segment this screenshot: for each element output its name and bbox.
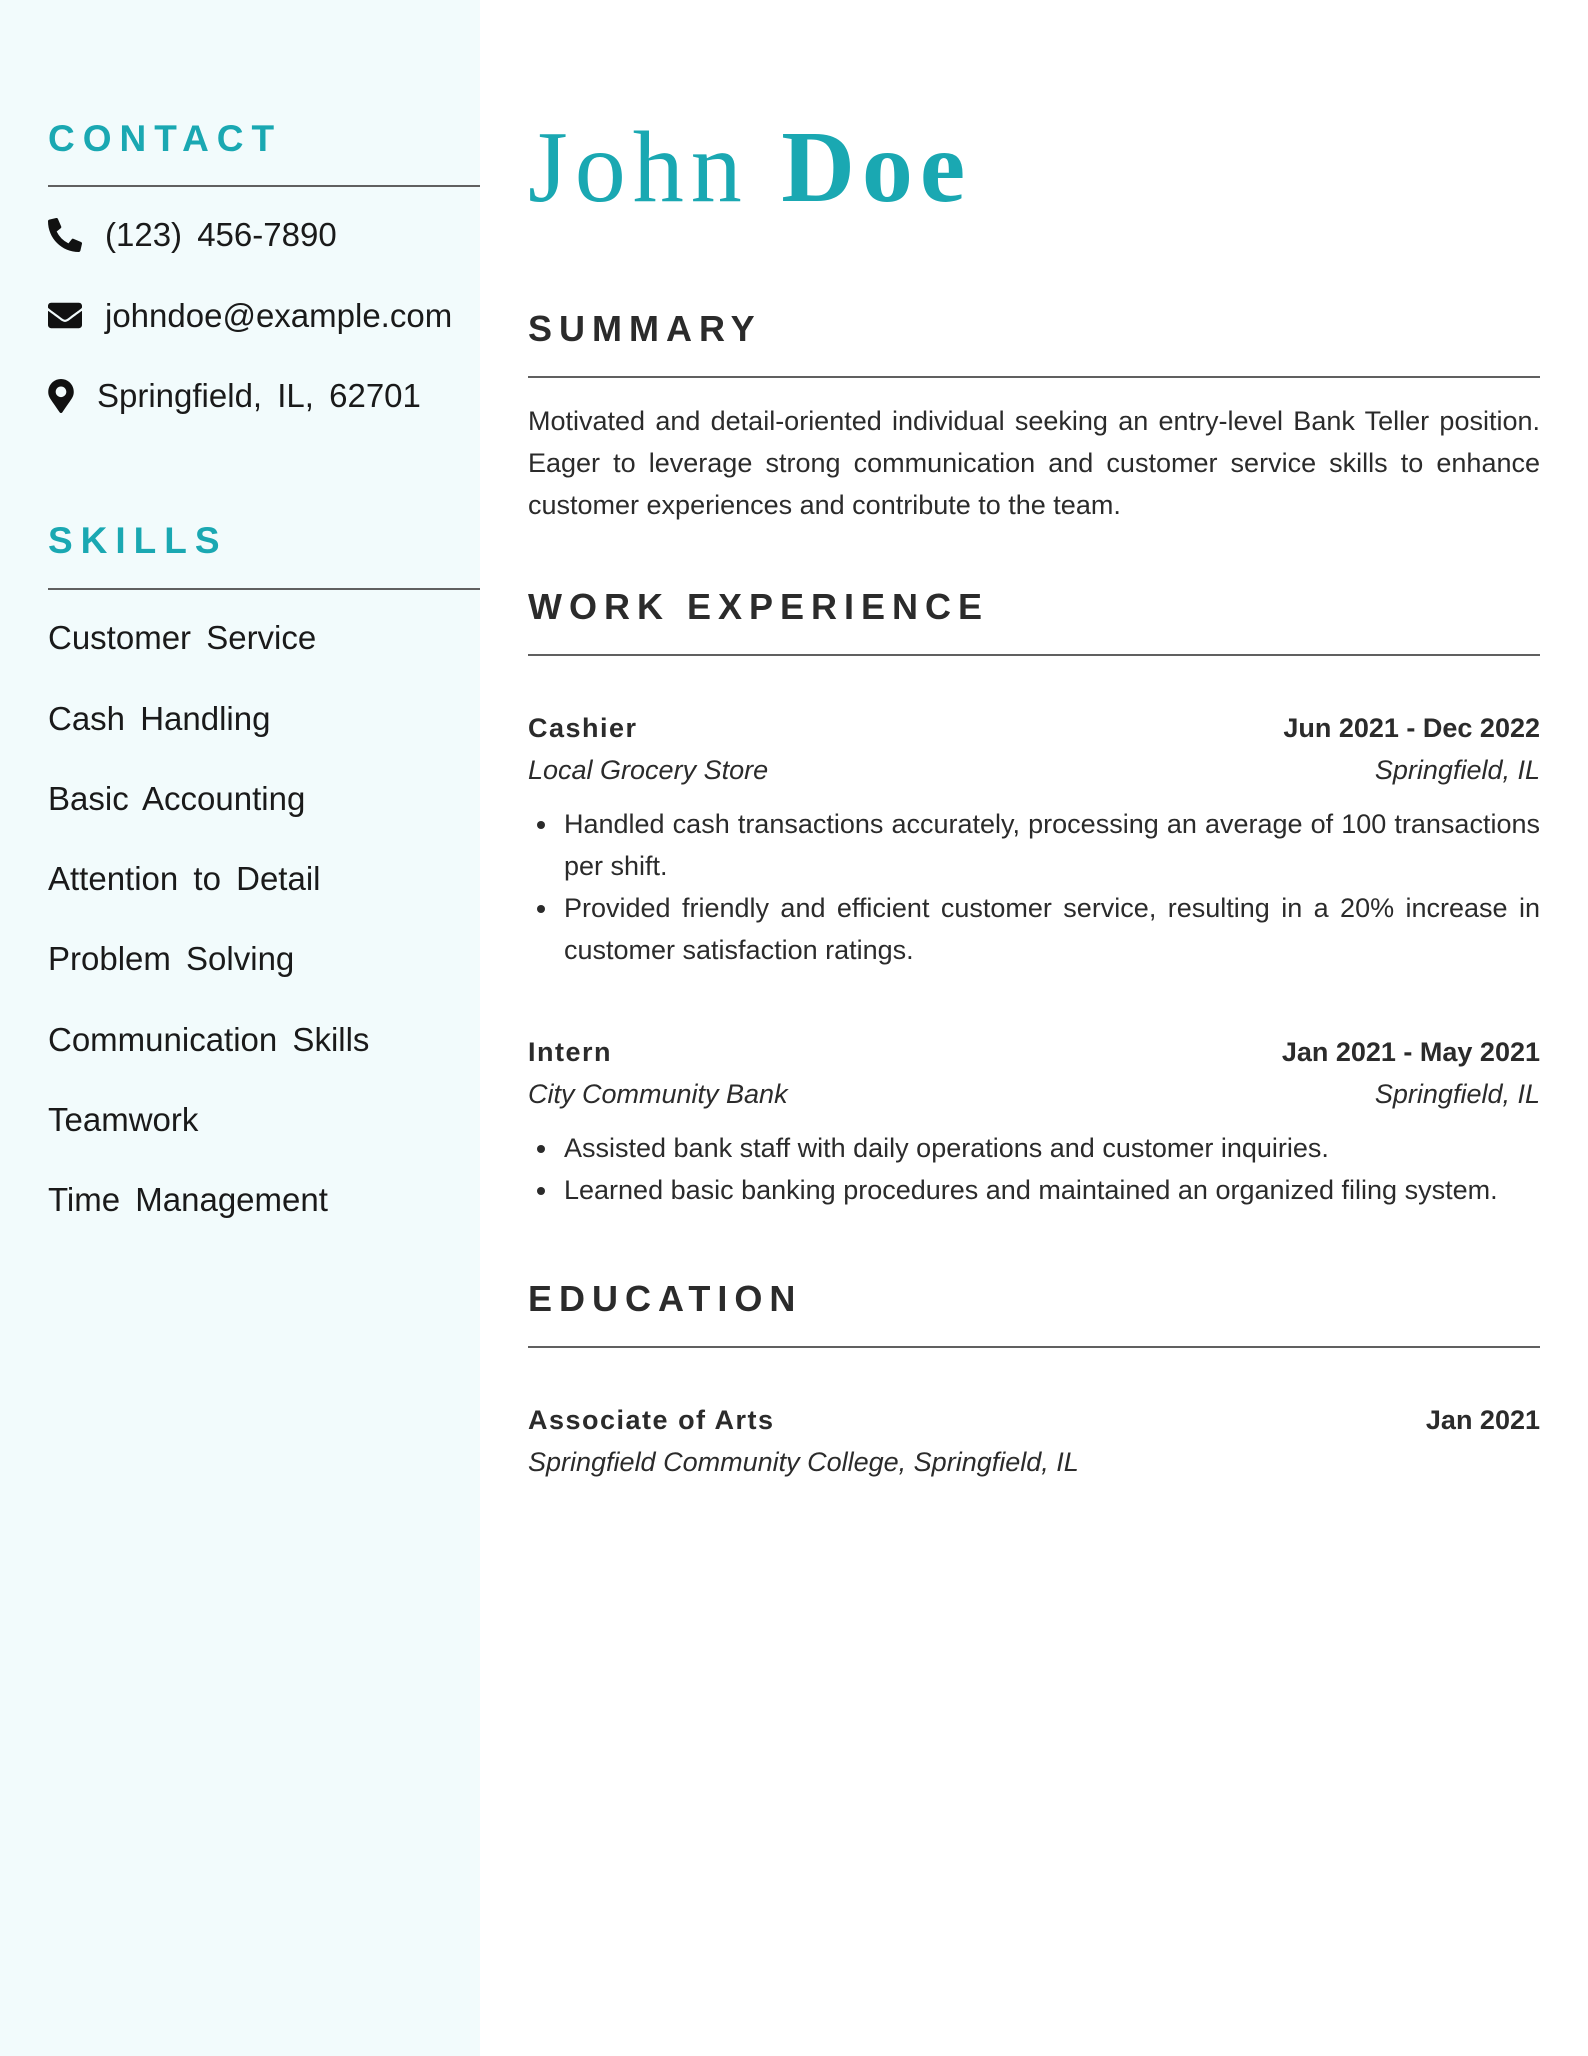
location-text: Springfield, IL, 62701 bbox=[97, 377, 421, 414]
job-company: Local Grocery Store bbox=[528, 754, 769, 785]
envelope-icon bbox=[48, 302, 105, 330]
education-date: Jan 2021 bbox=[1425, 1404, 1540, 1435]
skill-item: Communication Skills bbox=[48, 1021, 370, 1058]
skill-item: Time Management bbox=[48, 1181, 328, 1218]
skill-item: Cash Handling bbox=[48, 700, 271, 737]
job-bullets bbox=[528, 803, 1540, 971]
job-bullet: Handled cash transactions accurately, processing an average of 100 transactions per shift. bbox=[528, 803, 1540, 887]
last-name: Doe bbox=[781, 111, 973, 224]
job-bullet: Provided friendly and efficient customer service, resulting in a 20% increase in customer satisfaction ratings. bbox=[528, 887, 1540, 971]
job-company: City Community Bank bbox=[528, 1078, 788, 1109]
candidate-name bbox=[528, 108, 972, 228]
job-title: Intern bbox=[528, 1036, 613, 1067]
job-header bbox=[528, 708, 1540, 748]
job-dates: Jan 2021 - May 2021 bbox=[1281, 1036, 1540, 1067]
job-title: Cashier bbox=[528, 712, 638, 743]
email-text[interactable]: johndoe@example.com bbox=[105, 297, 453, 334]
education-divider bbox=[528, 1346, 1540, 1348]
job-header bbox=[528, 1032, 1540, 1072]
job-bullet: Learned basic banking procedures and maintained an organized filing system. bbox=[528, 1169, 1540, 1211]
skills-heading: SKILLS bbox=[48, 520, 228, 561]
contact-email bbox=[48, 294, 452, 338]
job-location: Springfield, IL bbox=[1374, 754, 1540, 785]
education-header bbox=[528, 1400, 1540, 1440]
job-bullets bbox=[528, 1127, 1540, 1211]
summary-text: Motivated and detail-oriented individual seeking an entry-level Bank Teller position. Eager to leverage strong communication and customer service skills to enhance customer experiences and contribute to the team. bbox=[528, 406, 1540, 520]
phone-icon bbox=[48, 218, 105, 252]
skill-item: Customer Service bbox=[48, 619, 317, 656]
skill-item: Problem Solving bbox=[48, 940, 295, 977]
education-heading: EDUCATION bbox=[528, 1278, 803, 1319]
phone-text[interactable]: (123) 456-7890 bbox=[105, 216, 337, 253]
job-bullet: Assisted bank staff with daily operations and customer inquiries. bbox=[528, 1127, 1540, 1169]
job-subheader bbox=[528, 1074, 1540, 1114]
contact-phone bbox=[48, 213, 337, 257]
school: Springfield Community College, Springfield, IL bbox=[528, 1446, 1079, 1477]
skill-item: Attention to Detail bbox=[48, 860, 321, 897]
work-heading: WORK EXPERIENCE bbox=[528, 586, 990, 627]
work-divider bbox=[528, 654, 1540, 656]
job-location: Springfield, IL bbox=[1374, 1078, 1540, 1109]
contact-heading: CONTACT bbox=[48, 118, 283, 159]
summary-heading: SUMMARY bbox=[528, 308, 762, 349]
contact-divider bbox=[48, 185, 480, 187]
degree: Associate of Arts bbox=[528, 1404, 775, 1435]
job-subheader bbox=[528, 750, 1540, 790]
job-dates: Jun 2021 - Dec 2022 bbox=[1283, 712, 1540, 743]
skill-item: Teamwork bbox=[48, 1101, 199, 1138]
contact-location bbox=[48, 374, 421, 418]
education-subheader bbox=[528, 1442, 1540, 1482]
skills-divider bbox=[48, 588, 480, 590]
map-pin-icon bbox=[48, 379, 97, 413]
summary-divider bbox=[528, 376, 1540, 378]
skill-item: Basic Accounting bbox=[48, 780, 306, 817]
first-name: John bbox=[528, 111, 749, 224]
